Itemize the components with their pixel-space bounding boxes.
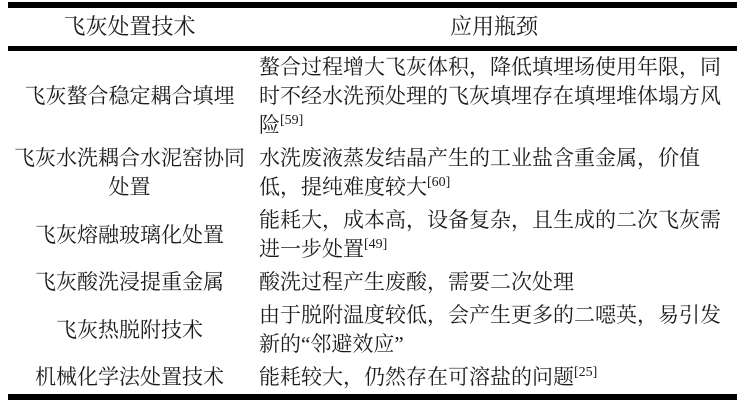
tech-label: 飞灰水洗耦合水泥窑协同处置 xyxy=(14,146,245,199)
bottleneck-text: 由于脱附温度较低，会产生更多的二噁英，易引发新的“邻避效应” xyxy=(259,303,721,356)
column-header-tech: 飞灰处置技术 xyxy=(8,5,251,49)
bottleneck-cell xyxy=(251,204,737,266)
tech-cell xyxy=(8,204,251,266)
table-row xyxy=(8,299,737,361)
bottleneck-text: 酸洗过程产生废酸，需要二次处理 xyxy=(259,270,574,294)
table-row xyxy=(8,361,737,397)
bottleneck-cell xyxy=(251,361,737,397)
citation-ref: [59] xyxy=(280,113,304,128)
table-header-row xyxy=(8,5,737,49)
citation-ref: [60] xyxy=(427,175,451,190)
tech-label: 飞灰热脱附技术 xyxy=(56,317,203,342)
table-row xyxy=(8,204,737,266)
table-body xyxy=(8,49,737,398)
column-header-bottleneck: 应用瓶颈 xyxy=(251,5,737,49)
bottleneck-text: 水洗废液蒸发结晶产生的工业盐含重金属，价值低，提纯难度较大 xyxy=(259,146,700,199)
tech-cell xyxy=(8,266,251,299)
citation-ref: [49] xyxy=(364,237,388,252)
tech-cell xyxy=(8,142,251,204)
tech-label: 飞灰酸洗浸提重金属 xyxy=(35,270,224,294)
tech-label: 飞灰熔融玻璃化处置 xyxy=(35,222,224,247)
bottleneck-cell xyxy=(251,49,737,143)
tech-label: 机械化学法处置技术 xyxy=(35,365,224,389)
bottleneck-text: 能耗较大，仍然存在可溶盐的问题 xyxy=(259,365,574,389)
bottleneck-cell xyxy=(251,142,737,204)
fly-ash-treatment-table xyxy=(8,2,737,400)
bottleneck-cell xyxy=(251,266,737,299)
bottleneck-text: 螯合过程增大飞灰体积，降低填埋场使用年限，同时不经水洗预处理的飞灰填埋存在填埋堆体塌方风险 xyxy=(259,55,721,137)
bottleneck-text: 能耗大，成本高，设备复杂，且生成的二次飞灰需进一步处置 xyxy=(259,208,721,261)
tech-cell xyxy=(8,299,251,361)
table-row xyxy=(8,49,737,143)
citation-ref: [25] xyxy=(574,365,598,380)
table-row xyxy=(8,266,737,299)
tech-label: 飞灰螯合稳定耦合填埋 xyxy=(24,84,235,108)
bottleneck-cell xyxy=(251,299,737,361)
table-row xyxy=(8,5,737,49)
table-row xyxy=(8,142,737,204)
tech-cell xyxy=(8,49,251,143)
tech-cell xyxy=(8,361,251,397)
